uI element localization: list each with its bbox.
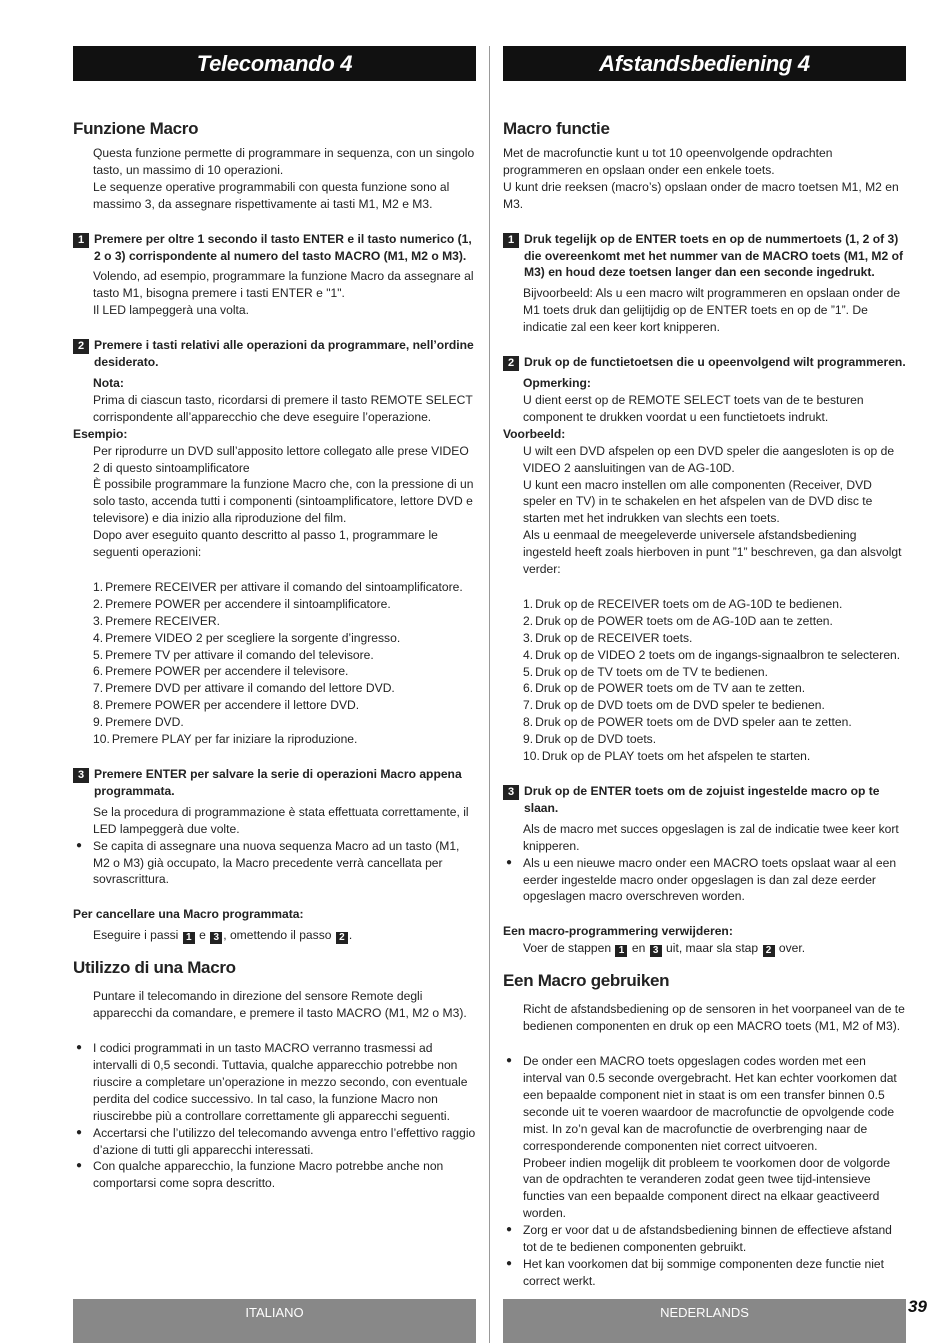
list-text: Premere POWER per accendere il lettore DVD.	[105, 698, 360, 713]
paragraph: Per riprodurre un DVD sull’apposito lettore collegato alle prese VIDEO 2 di questo sintoamplificatore	[93, 443, 469, 475]
operations-list	[73, 579, 476, 748]
list-number: 10.	[93, 732, 110, 747]
dutch-column	[503, 46, 906, 1290]
paragraph: Bijvoorbeeld: Als u een macro wilt programmeren en opslaan onder de M1 toets druk dan gelijtijdig op de ENTER toets en op de ”1”. De indicatie zal een keer kort knipperen.	[523, 286, 901, 335]
list-number: 1.	[523, 596, 534, 611]
list-text: Druk op de DVD toets.	[535, 732, 657, 747]
list-item	[523, 630, 906, 647]
list-text: Druk op de POWER toets om de TV aan te zetten.	[535, 681, 806, 696]
step-text: Premere per oltre 1 secondo il tasto ENTER e il tasto numerico (1, 2 o 3) corrispondente al numero del tasto MACRO (M1, M2 o M3).	[94, 231, 472, 263]
italian-column	[73, 46, 476, 1192]
paragraph: Als de macro met succes opgeslagen is zal de indicatie twee keer kort knipperen.	[523, 821, 899, 853]
list-number: 9.	[93, 715, 104, 730]
list-number: 5.	[93, 647, 104, 662]
paragraph: Als u eenmaal de meegeleverde universele afstandsbediening ingesteld heeft zoals hierboven in punt ”1” beschreven, ga dan alsvolgt verder:	[523, 528, 902, 577]
step-1	[503, 231, 906, 282]
list-number: 6.	[523, 681, 534, 696]
column-divider	[489, 46, 490, 1343]
list-item	[93, 579, 476, 596]
bullet-item: ● Zorg er voor dat u de afstandsbediening binnen de effectieve afstand tot de te bedienen componenten gebruikt.	[503, 1222, 906, 1256]
list-item	[523, 748, 906, 765]
list-item	[93, 596, 476, 613]
list-number: 8.	[523, 715, 534, 730]
step-3	[73, 766, 476, 800]
step-number: 2	[73, 339, 89, 354]
step-number: 1	[73, 233, 89, 248]
list-text: Premere POWER per accendere il sintoamplificatore.	[105, 596, 391, 611]
step-ref-3: 3	[650, 945, 662, 957]
section-title-funzione-macro: Funzione Macro	[73, 119, 199, 138]
paragraph: U kunt een macro instellen om alle componenten (Receiver, DVD speler en TV) in te schakelen en het afspelen van de DVD disc te starten met het indrukken van slechts een toets.	[523, 477, 873, 526]
step-number: 3	[73, 768, 89, 783]
section-title-macro-functie: Macro functie	[503, 119, 610, 138]
list-text: Premere TV per attivare il comando del televisore.	[105, 647, 374, 662]
list-text: Premere RECEIVER.	[105, 613, 221, 628]
paragraph: È possibile programmare la funzione Macro che, con la pressione di un solo tasto, accenda tutti i componenti (sintoamplificatore, lettore DVD e televisore) e dia inizio alla riproduzione del film.	[93, 477, 474, 526]
delete-label: Een macro-programmering verwijderen:	[503, 924, 733, 939]
paragraph: Le sequenze operative programmabili con questa funzione sono al massimo 3, da assegnare rispettivamente ai tasti M1, M2 e M3.	[93, 179, 450, 211]
list-item	[93, 647, 476, 664]
list-item	[523, 731, 906, 748]
list-item	[523, 697, 906, 714]
paragraph: Se la procedura di programmazione è stata effettuata correttamente, il LED lampeggerà due volte.	[93, 804, 469, 836]
paragraph: Questa funzione permette di programmare in sequenza, con un singolo tasto, un massimo di 10 operazioni.	[93, 146, 475, 177]
text: e	[199, 928, 206, 943]
paragraph: Richt de afstandsbediening op de sensoren in het voorpaneel van de te bedienen componenten en druk op een MACRO toets (M1, M2 of M3).	[523, 1002, 905, 1034]
text: Voer de stappen	[523, 941, 612, 956]
delete-instruction	[503, 940, 906, 957]
list-text: Premere POWER per accendere il televisore.	[105, 664, 349, 679]
list-number: 2.	[523, 613, 534, 628]
list-number: 10.	[523, 749, 540, 764]
list-item	[93, 613, 476, 630]
example-label: Voorbeeld:	[503, 426, 566, 441]
list-text: Premere VIDEO 2 per scegliere la sorgente d’ingresso.	[105, 630, 401, 645]
note-text: U dient eerst op de REMOTE SELECT toets van de te besturen component te drukken voordat u een functietoets indrukt.	[523, 392, 864, 424]
list-item	[93, 731, 476, 748]
paragraph: U wilt een DVD afspelen op een DVD speler die aangesloten is op de VIDEO 2 aansluitingen van de AG-10D.	[523, 443, 895, 475]
list-item	[93, 697, 476, 714]
list-number: 7.	[523, 698, 534, 713]
step-1	[73, 231, 476, 265]
list-item	[523, 714, 906, 731]
list-item	[523, 596, 906, 613]
list-text: Druk op de DVD toets om de DVD speler te bedienen.	[535, 698, 825, 713]
note-text: Prima di ciascun tasto, ricordarsi di premere il tasto REMOTE SELECT corrispondente all’apparecchio che deve eseguire l’operazione.	[93, 392, 473, 424]
text: uit, maar sla stap	[666, 941, 759, 956]
bullet-item	[503, 1053, 906, 1222]
list-text: Druk op de POWER toets om de DVD speler aan te zetten.	[535, 715, 852, 730]
list-text: Druk op de TV toets om de TV te bedienen.	[535, 664, 768, 679]
list-text: Druk op de VIDEO 2 toets om de ingangs-signaalbron te selecteren.	[535, 647, 901, 662]
list-item	[523, 664, 906, 681]
text: en	[631, 941, 646, 956]
bullet-item: ● Accertarsi che l’utilizzo del telecomando avvenga entro l’effettivo raggio d’azione di tutti gli apparecchi interessati.	[73, 1125, 476, 1159]
text: .	[348, 928, 353, 943]
header-telecomando: Telecomando 4	[73, 46, 476, 81]
step-text: Premere i tasti relativi alle operazioni da programmare, nell’ordine desiderato.	[94, 338, 474, 370]
paragraph: Met de macrofunctie kunt u tot 10 opeenvolgende opdrachten programmeren en opslaan onder een enkele toets.	[503, 146, 833, 177]
step-text: Premere ENTER per salvare la serie di operazioni Macro appena programmata.	[94, 767, 462, 798]
text: De onder een MACRO toets opgeslagen codes worden met een interval van 0.5 seconde overgebracht. Het kan echter voorkomen dat een bepaalde component niet in staat is om een transfer binnen 0.5 seconde uit te voeren waardoor de macrofunctie de opvolgende code mist. In zo’n geval kan de macrofunctie de overbrenging naar de corresponderende componenten niet correct uitvoeren.	[523, 1054, 897, 1153]
list-text: Premere DVD.	[105, 715, 184, 730]
list-text: Druk op de RECEIVER toets.	[535, 630, 693, 645]
step-number: 2	[503, 356, 519, 371]
step-ref-3: 3	[210, 932, 222, 944]
step-ref-1: 1	[615, 945, 627, 957]
list-item	[523, 613, 906, 630]
text: Eseguire i passi	[93, 928, 179, 943]
step-text: Druk tegelijk op de ENTER toets en op de nummertoets (1, 2 of 3) die overeenkomt met het nummer van de MACRO toets (M1, M2 of M3) en houd deze toetsen langer dan een seconde ingedrukt.	[524, 231, 904, 280]
step-2	[73, 337, 476, 371]
list-number: 1.	[93, 579, 104, 594]
list-text: Premere PLAY per far iniziare la riproduzione.	[111, 732, 358, 747]
cancel-instruction	[73, 927, 476, 944]
step-ref-2: 2	[763, 945, 775, 957]
step-number: 1	[503, 233, 519, 248]
list-number: 6.	[93, 664, 104, 679]
example-label: Esempio:	[73, 426, 128, 441]
list-text: Premere RECEIVER per attivare il comando del sintoamplificatore.	[105, 579, 463, 594]
step-3	[503, 783, 906, 817]
list-item	[93, 663, 476, 680]
section-title-utilizzo: Utilizzo di una Macro	[73, 958, 236, 978]
step-2	[503, 354, 906, 371]
paragraph: Il LED lampeggerà una volta.	[93, 303, 249, 318]
list-text: Druk op de PLAY toets om het afspelen te starten.	[541, 749, 811, 764]
operations-list	[503, 596, 906, 765]
paragraph: Dopo aver eseguito quanto descritto al passo 1, programmare le seguenti operazioni:	[93, 528, 438, 560]
list-number: 4.	[523, 647, 534, 662]
text: over.	[778, 941, 806, 956]
bullet-item: ● Con qualche apparecchio, la funzione Macro potrebbe anche non comportarsi come sopra descritto.	[73, 1158, 476, 1192]
note-label: Opmerking:	[523, 376, 591, 391]
text: Probeer indien mogelijk dit probleem te voorkomen door de volgorde van de opdrachten te veranderen zodat geen twee tijd-intensieve functies van een bepaalde component direct na elkaar geactiveerd worden.	[523, 1155, 891, 1221]
list-item	[93, 680, 476, 697]
list-number: 7.	[93, 681, 104, 696]
bullet-item: ● Se capita di assegnare una nuova sequenza Macro ad un tasto (M1, M2 o M3) già occupato, la Macro precedente verrà cancellata per sovrascrittura.	[73, 838, 476, 889]
footer-language-italian: ITALIANO	[73, 1299, 476, 1343]
step-text: Druk op de ENTER toets om de zojuist ingestelde macro op te slaan.	[524, 784, 880, 815]
paragraph: Puntare il telecomando in direzione del sensore Remote degli apparecchi da comandare, e premere il tasto MACRO (M1, M2 o M3).	[93, 989, 467, 1021]
list-number: 3.	[523, 630, 534, 645]
list-number: 4.	[93, 630, 104, 645]
step-ref-2: 2	[336, 932, 348, 944]
list-item	[523, 680, 906, 697]
list-text: Druk op de POWER toets om de AG-10D aan te zetten.	[535, 613, 833, 628]
text: , omettendo il passo	[223, 928, 332, 943]
header-afstandsbediening: Afstandsbediening 4	[503, 46, 906, 81]
list-item	[93, 714, 476, 731]
list-number: 3.	[93, 613, 104, 628]
list-number: 5.	[523, 664, 534, 679]
step-ref-1: 1	[183, 932, 195, 944]
list-number: 9.	[523, 732, 534, 747]
section-title-macro-gebruiken: Een Macro gebruiken	[503, 971, 670, 991]
footer-language-dutch: NEDERLANDS	[503, 1299, 906, 1343]
page-number: 39	[908, 1297, 927, 1316]
paragraph: Volendo, ad esempio, programmare la funzione Macro da assegnare al tasto M1, bisogna premere i tasti ENTER e "1".	[93, 269, 474, 301]
bullet-item: ● Als u een nieuwe macro onder een MACRO toets opslaat waar al een eerder ingestelde macro onder opgeslagen is dan zal deze eerder opgeslagen macro overschreven worden.	[503, 855, 906, 906]
list-text: Premere DVD per attivare il comando del lettore DVD.	[105, 681, 395, 696]
list-text: Druk op de RECEIVER toets om de AG-10D te bedienen.	[535, 596, 843, 611]
step-number: 3	[503, 785, 519, 800]
note-label: Nota:	[93, 375, 124, 390]
cancel-label: Per cancellare una Macro programmata:	[73, 907, 304, 922]
list-item	[93, 630, 476, 647]
list-number: 8.	[93, 698, 104, 713]
paragraph: U kunt drie reeksen (macro’s) opslaan onder de macro toetsen M1, M2 en M3.	[503, 179, 899, 211]
list-number: 2.	[93, 596, 104, 611]
bullet-item: ● I codici programmati in un tasto MACRO verranno trasmessi ad intervalli di 0,5 secondi. Tuttavia, qualche apparecchio potrebbe non riuscire a completare un’operazione in mezzo secondo, con eventuale perdita del codice successivo. In tal caso, la funzione Macro non riuscirebbe più a controllare correttamente gli apparecchi seguenti.	[73, 1040, 476, 1125]
bullet-item: ● Het kan voorkomen dat bij sommige componenten deze functie niet correct werkt.	[503, 1256, 906, 1290]
step-text: Druk op de functietoetsen die u opeenvolgend wilt programmeren.	[524, 355, 906, 370]
list-item	[523, 647, 906, 664]
